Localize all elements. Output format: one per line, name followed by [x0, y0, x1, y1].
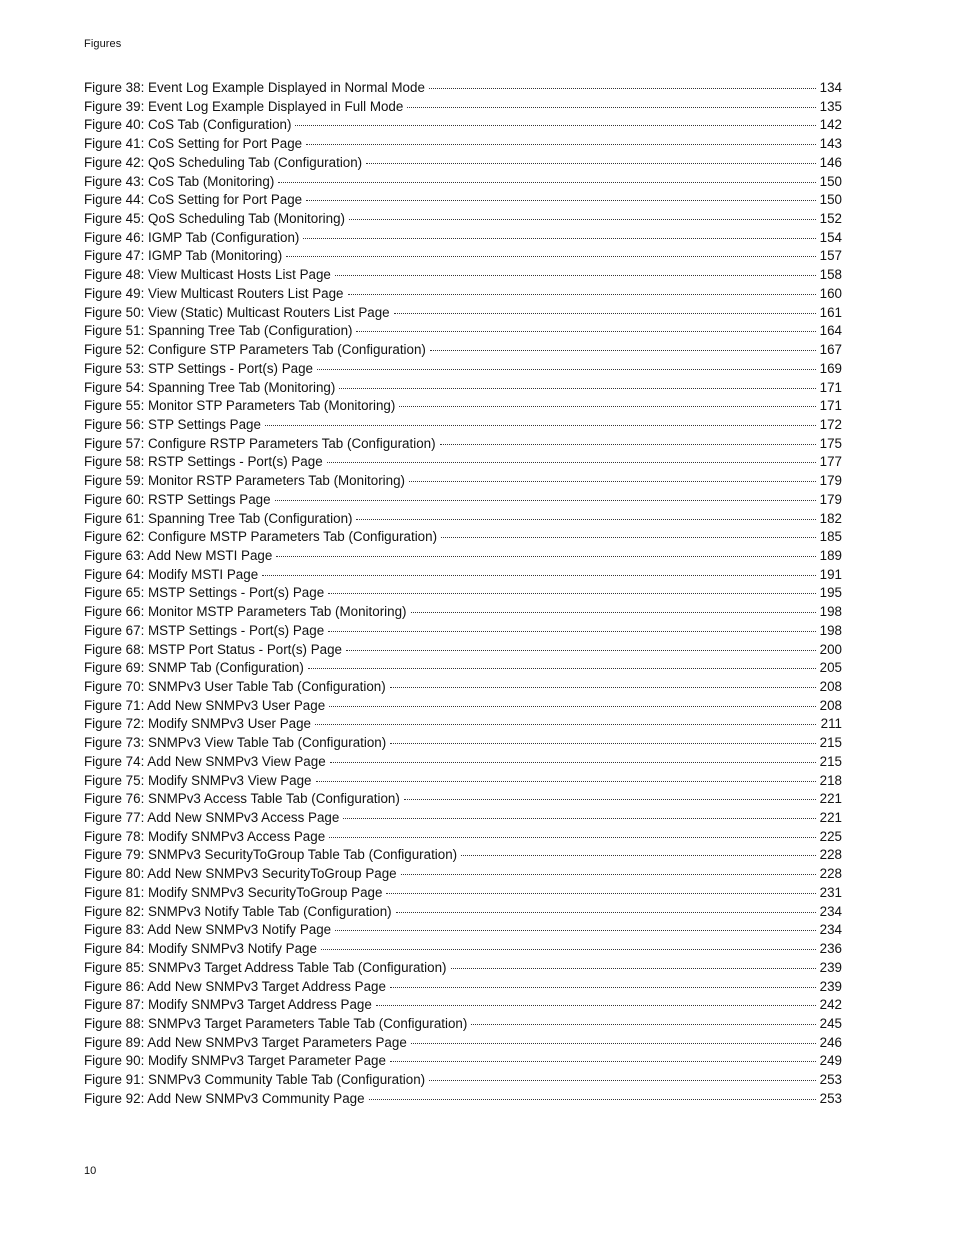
toc-entry-page[interactable]: 177 — [819, 454, 842, 470]
dot-leader — [471, 1024, 816, 1025]
toc-entry[interactable] — [84, 548, 842, 567]
toc-entry-title[interactable]: Figure 44: CoS Setting for Port Page — [84, 192, 303, 208]
toc-entry-page[interactable]: 215 — [819, 735, 842, 751]
toc-entry-page[interactable]: 167 — [819, 342, 842, 358]
dot-leader — [328, 631, 816, 632]
dot-leader — [335, 275, 816, 276]
toc-entry-title[interactable]: Figure 77: Add New SNMPv3 Access Page — [84, 810, 340, 826]
toc-entry[interactable] — [84, 361, 842, 380]
toc-entry[interactable] — [84, 99, 842, 118]
dot-leader — [329, 706, 816, 707]
dot-leader — [330, 762, 816, 763]
toc-entry[interactable] — [84, 492, 842, 511]
toc-entry-page[interactable]: 135 — [819, 98, 842, 114]
toc-entry-title[interactable]: Figure 46: IGMP Tab (Configuration) — [84, 229, 300, 245]
toc-entry-page[interactable]: 205 — [819, 660, 842, 676]
dot-leader — [306, 144, 816, 145]
toc-entry-page[interactable]: 245 — [819, 1015, 842, 1031]
dot-leader — [262, 575, 816, 576]
toc-entry[interactable] — [84, 192, 842, 211]
toc-entry-title[interactable]: Figure 41: CoS Setting for Port Page — [84, 136, 303, 152]
dot-leader — [451, 968, 817, 969]
toc-entry-page[interactable]: 234 — [819, 903, 842, 919]
dot-leader — [390, 687, 816, 688]
dot-leader — [461, 855, 816, 856]
dot-leader — [356, 519, 816, 520]
toc-entry-page[interactable]: 185 — [819, 529, 842, 545]
toc-entry-title[interactable]: Figure 43: CoS Tab (Monitoring) — [84, 173, 275, 189]
dot-leader — [328, 593, 816, 594]
toc-entry[interactable] — [84, 1091, 842, 1110]
dot-leader — [349, 219, 816, 220]
toc-entry-page[interactable]: 146 — [819, 154, 842, 170]
dot-leader — [390, 987, 816, 988]
toc-entry[interactable] — [84, 922, 842, 941]
toc-entry-page[interactable]: 239 — [819, 978, 842, 994]
toc-entry-page[interactable]: 160 — [819, 285, 842, 301]
dot-leader — [276, 556, 816, 557]
toc-entry-page[interactable]: 175 — [819, 435, 842, 451]
toc-entry-page[interactable]: 191 — [819, 566, 842, 582]
toc-entry-page[interactable]: 228 — [819, 866, 842, 882]
toc-entry-title[interactable]: Figure 68: MSTP Port Status - Port(s) Page — [84, 641, 342, 657]
toc-entry-page[interactable]: 198 — [819, 622, 842, 638]
toc-entry-page[interactable]: 172 — [819, 416, 842, 432]
toc-entry[interactable] — [84, 829, 842, 848]
toc-entry[interactable] — [84, 155, 842, 174]
toc-entry[interactable] — [84, 380, 842, 399]
toc-entry-title[interactable]: Figure 42: QoS Scheduling Tab (Configuration) — [84, 154, 363, 170]
toc-entry-title[interactable]: Figure 79: SNMPv3 SecurityToGroup Table Tab (Configuration) — [84, 847, 458, 863]
dot-leader — [265, 425, 816, 426]
toc-entry-page[interactable]: 239 — [819, 959, 842, 975]
toc-entry-page[interactable]: 231 — [819, 884, 842, 900]
dot-leader — [286, 256, 816, 257]
toc-entry-title[interactable]: Figure 81: Modify SNMPv3 SecurityToGroup Page — [84, 884, 383, 900]
dot-leader — [407, 107, 816, 108]
toc-entry[interactable] — [84, 454, 842, 473]
toc-entry-title[interactable]: Figure 50: View (Static) Multicast Routers List Page — [84, 304, 390, 320]
toc-entry-page[interactable]: 164 — [819, 323, 842, 339]
toc-entry[interactable] — [84, 136, 842, 155]
toc-entry-title[interactable]: Figure 49: View Multicast Routers List Page — [84, 285, 344, 301]
toc-entry-page[interactable]: 221 — [819, 791, 842, 807]
dot-leader — [306, 200, 816, 201]
toc-entry-page[interactable]: 134 — [819, 80, 842, 95]
toc-entry-page[interactable]: 171 — [819, 398, 842, 414]
dot-leader — [411, 1043, 816, 1044]
toc-entry-title[interactable]: Figure 48: View Multicast Hosts List Page — [84, 267, 331, 283]
toc-entry-title[interactable]: Figure 82: SNMPv3 Notify Table Tab (Configuration) — [84, 903, 392, 919]
dot-leader — [316, 781, 817, 782]
toc-entry-title[interactable]: Figure 84: Modify SNMPv3 Notify Page — [84, 941, 317, 957]
toc-entry-page[interactable]: 143 — [819, 136, 842, 152]
running-header: Figures — [84, 38, 122, 50]
toc-entry[interactable] — [84, 174, 842, 193]
toc-entry-page[interactable]: 198 — [819, 604, 842, 620]
toc-entry[interactable] — [84, 1035, 842, 1054]
toc-entry-page[interactable]: 161 — [819, 304, 842, 320]
toc-entry-title[interactable]: Figure 38: Event Log Example Displayed in Normal Mode — [84, 80, 425, 95]
dot-leader — [346, 650, 816, 651]
toc-entry-title[interactable]: Figure 69: SNMP Tab (Configuration) — [84, 660, 304, 676]
toc-entry[interactable] — [84, 398, 842, 417]
toc-entry[interactable] — [84, 342, 842, 361]
toc-entry-title[interactable]: Figure 54: Spanning Tree Tab (Monitoring) — [84, 379, 336, 395]
dot-leader — [295, 125, 816, 126]
toc-entry[interactable] — [84, 211, 842, 230]
toc-entry-title[interactable]: Figure 55: Monitor STP Parameters Tab (Monitoring) — [84, 398, 396, 414]
toc-entry-page[interactable]: 142 — [819, 117, 842, 133]
toc-entry[interactable] — [84, 979, 842, 998]
toc-entry[interactable] — [84, 323, 842, 342]
toc-entry-title[interactable]: Figure 57: Configure RSTP Parameters Tab (Configuration) — [84, 435, 436, 451]
toc-entry-title[interactable]: Figure 75: Modify SNMPv3 View Page — [84, 772, 312, 788]
toc-entry-page[interactable]: 179 — [819, 473, 842, 489]
toc-entry-title[interactable]: Figure 70: SNMPv3 User Table Tab (Configuration) — [84, 679, 386, 694]
toc-entry-title[interactable]: Figure 83: Add New SNMPv3 Notify Page — [84, 922, 332, 938]
toc-entry-page[interactable]: 211 — [820, 716, 842, 732]
toc-entry-title[interactable]: Figure 74: Add New SNMPv3 View Page — [84, 753, 326, 769]
toc-entry-title[interactable]: Figure 76: SNMPv3 Access Table Tab (Configuration) — [84, 791, 400, 807]
toc-entry-page[interactable]: 242 — [819, 997, 842, 1013]
toc-entry[interactable] — [84, 642, 842, 661]
dot-leader — [411, 612, 817, 613]
toc-entry-page[interactable]: 154 — [819, 229, 842, 245]
toc-entry-page[interactable]: 236 — [819, 941, 842, 957]
toc-entry-page[interactable]: 228 — [819, 847, 842, 863]
toc-entry[interactable] — [84, 511, 842, 530]
toc-entry-page[interactable]: 169 — [819, 360, 842, 376]
toc-entry[interactable] — [84, 117, 842, 136]
toc-entry[interactable] — [84, 248, 842, 267]
toc-entry-page[interactable]: 150 — [819, 173, 842, 189]
toc-entry[interactable] — [84, 866, 842, 885]
toc-entry-title[interactable]: Figure 89: Add New SNMPv3 Target Parameters Page — [84, 1034, 407, 1050]
toc-entry-page[interactable]: 253 — [819, 1072, 842, 1088]
toc-entry-page[interactable]: 152 — [819, 211, 842, 227]
toc-entry-title[interactable]: Figure 52: Configure STP Parameters Tab (Configuration) — [84, 342, 426, 358]
toc-entry-page[interactable]: 253 — [819, 1090, 842, 1106]
toc-entry-title[interactable]: Figure 87: Modify SNMPv3 Target Address Page — [84, 997, 372, 1013]
toc-entry[interactable] — [84, 735, 842, 754]
dot-leader — [356, 331, 816, 332]
toc-entry-title[interactable]: Figure 62: Configure MSTP Parameters Tab (Configuration) — [84, 529, 438, 545]
toc-entry-page[interactable]: 195 — [819, 585, 842, 601]
toc-entry-title[interactable]: Figure 53: STP Settings - Port(s) Page — [84, 360, 313, 376]
dot-leader — [396, 912, 816, 913]
toc-entry[interactable] — [84, 1016, 842, 1035]
toc-entry-title[interactable]: Figure 85: SNMPv3 Target Address Table Tab (Configuration) — [84, 959, 447, 975]
toc-entry-title[interactable]: Figure 88: SNMPv3 Target Parameters Table Tab (Configuration) — [84, 1015, 468, 1031]
dot-leader — [441, 537, 816, 538]
toc-entry-title[interactable]: Figure 73: SNMPv3 View Table Tab (Configuration) — [84, 735, 387, 751]
toc-entry-title[interactable]: Figure 80: Add New SNMPv3 SecurityToGroup Page — [84, 866, 397, 882]
dot-leader — [390, 1061, 816, 1062]
toc-entry[interactable] — [84, 567, 842, 586]
toc-entry[interactable] — [84, 791, 842, 810]
toc-entry[interactable] — [84, 716, 842, 735]
toc-entry-title[interactable]: Figure 40: CoS Tab (Configuration) — [84, 117, 292, 133]
dot-leader — [386, 893, 816, 894]
dot-leader — [348, 294, 816, 295]
dot-leader — [335, 930, 816, 931]
toc-entry-page[interactable]: 208 — [819, 697, 842, 713]
toc-entry[interactable] — [84, 230, 842, 249]
toc-entry[interactable] — [84, 810, 842, 829]
toc-entry-title[interactable]: Figure 92: Add New SNMPv3 Community Page — [84, 1090, 365, 1106]
toc-entry[interactable] — [84, 698, 842, 717]
dot-leader — [399, 406, 816, 407]
toc-entry-page[interactable]: 218 — [819, 772, 842, 788]
toc-entry-title[interactable]: Figure 90: Modify SNMPv3 Target Parameter Page — [84, 1053, 386, 1069]
toc-entry-title[interactable]: Figure 64: Modify MSTI Page — [84, 566, 259, 582]
toc-entry-title[interactable]: Figure 61: Spanning Tree Tab (Configuration) — [84, 510, 353, 526]
page-number: 10 — [84, 1165, 97, 1177]
dot-leader — [401, 874, 816, 875]
toc-entry-page[interactable]: 182 — [819, 510, 842, 526]
dot-leader — [390, 743, 816, 744]
toc-entry[interactable] — [84, 885, 842, 904]
dot-leader — [278, 182, 816, 183]
dot-leader — [303, 238, 816, 239]
toc-entry-page[interactable]: 208 — [819, 679, 842, 694]
dot-leader — [440, 444, 816, 445]
toc-entry-title[interactable]: Figure 67: MSTP Settings - Port(s) Page — [84, 622, 325, 638]
toc-entry-title[interactable]: Figure 59: Monitor RSTP Parameters Tab (Monitoring) — [84, 473, 406, 489]
toc-entry[interactable] — [84, 754, 842, 773]
toc-entry-title[interactable]: Figure 65: MSTP Settings - Port(s) Page — [84, 585, 325, 601]
dot-leader — [429, 1080, 816, 1081]
toc-entry-page[interactable]: 249 — [819, 1053, 842, 1069]
toc-entry[interactable] — [84, 305, 842, 324]
list-of-figures — [84, 80, 842, 1110]
toc-entry-title[interactable]: Figure 71: Add New SNMPv3 User Page — [84, 697, 326, 713]
toc-entry-title[interactable]: Figure 58: RSTP Settings - Port(s) Page — [84, 454, 323, 470]
toc-entry[interactable] — [84, 660, 842, 679]
toc-entry-title[interactable]: Figure 39: Event Log Example Displayed in Full Mode — [84, 98, 404, 114]
toc-entry[interactable] — [84, 623, 842, 642]
toc-entry-page[interactable]: 221 — [819, 810, 842, 826]
toc-entry[interactable] — [84, 679, 842, 698]
toc-entry-title[interactable]: Figure 66: Monitor MSTP Parameters Tab (Monitoring) — [84, 604, 407, 620]
toc-entry[interactable] — [84, 585, 842, 604]
toc-entry[interactable] — [84, 286, 842, 305]
toc-entry-title[interactable]: Figure 60: RSTP Settings Page — [84, 491, 271, 507]
toc-entry[interactable] — [84, 529, 842, 548]
dot-leader — [317, 369, 816, 370]
toc-entry-title[interactable]: Figure 63: Add New MSTI Page — [84, 547, 273, 563]
dot-leader — [366, 163, 816, 164]
dot-leader — [329, 837, 816, 838]
toc-entry[interactable] — [84, 847, 842, 866]
toc-entry-title[interactable]: Figure 72: Modify SNMPv3 User Page — [84, 716, 311, 732]
dot-leader — [321, 949, 816, 950]
dot-leader — [369, 1099, 816, 1100]
toc-entry[interactable] — [84, 960, 842, 979]
dot-leader — [429, 88, 816, 89]
toc-entry[interactable] — [84, 267, 842, 286]
toc-entry[interactable] — [84, 773, 842, 792]
toc-entry-page[interactable]: 179 — [819, 491, 842, 507]
dot-leader — [430, 350, 816, 351]
toc-entry-page[interactable]: 234 — [819, 922, 842, 938]
toc-entry-page[interactable]: 225 — [819, 828, 842, 844]
toc-entry-page[interactable]: 189 — [819, 547, 842, 563]
toc-entry-page[interactable]: 158 — [819, 267, 842, 283]
toc-entry-title[interactable]: Figure 45: QoS Scheduling Tab (Monitoring) — [84, 211, 346, 227]
toc-entry[interactable] — [84, 904, 842, 923]
dot-leader — [339, 388, 816, 389]
toc-entry[interactable] — [84, 417, 842, 436]
toc-entry[interactable] — [84, 604, 842, 623]
toc-entry-title[interactable]: Figure 47: IGMP Tab (Monitoring) — [84, 248, 283, 264]
toc-entry-page[interactable]: 150 — [819, 192, 842, 208]
dot-leader — [308, 668, 816, 669]
toc-entry[interactable] — [84, 997, 842, 1016]
dot-leader — [404, 799, 816, 800]
toc-entry[interactable] — [84, 941, 842, 960]
toc-entry-title[interactable]: Figure 56: STP Settings Page — [84, 416, 261, 432]
toc-entry[interactable] — [84, 1072, 842, 1091]
toc-entry[interactable] — [84, 473, 842, 492]
dot-leader — [315, 724, 816, 725]
toc-entry-page[interactable]: 200 — [819, 641, 842, 657]
toc-entry-title[interactable]: Figure 91: SNMPv3 Community Table Tab (Configuration) — [84, 1072, 426, 1088]
toc-entry[interactable] — [84, 436, 842, 455]
toc-entry-title[interactable]: Figure 51: Spanning Tree Tab (Configuration) — [84, 323, 353, 339]
dot-leader — [275, 500, 816, 501]
dot-leader — [343, 818, 816, 819]
toc-entry-page[interactable]: 171 — [819, 379, 842, 395]
toc-entry-page[interactable]: 157 — [819, 248, 842, 264]
toc-entry[interactable] — [84, 1053, 842, 1072]
dot-leader — [394, 313, 816, 314]
dot-leader — [409, 481, 816, 482]
dot-leader — [376, 1005, 816, 1006]
dot-leader — [327, 462, 816, 463]
toc-entry-title[interactable]: Figure 78: Modify SNMPv3 Access Page — [84, 828, 326, 844]
toc-entry-page[interactable]: 246 — [819, 1034, 842, 1050]
toc-entry-page[interactable]: 215 — [819, 753, 842, 769]
toc-entry[interactable] — [84, 80, 842, 99]
toc-entry-title[interactable]: Figure 86: Add New SNMPv3 Target Address Page — [84, 978, 386, 994]
